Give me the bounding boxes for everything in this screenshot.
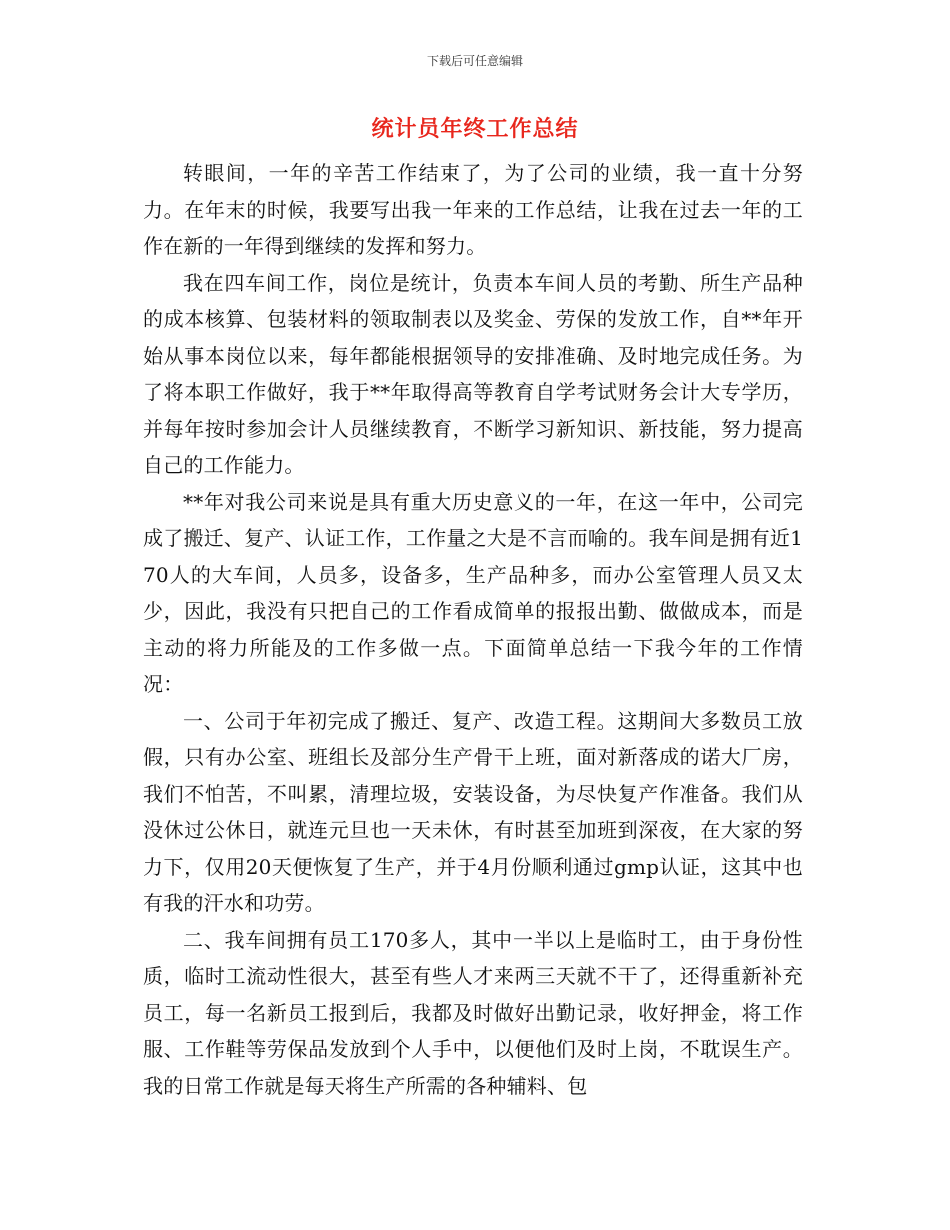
paragraph-4: 一、公司于年初完成了搬迁、复产、改造工程。这期间大多数员工放假，只有办公室、班组长及部分生产骨干上班，面对新落成的诺大厂房，我们不怕苦，不叫累，清理垃圾，安装设备，为尽快复产作准备。我们从没休过公休日，就连元旦也一天未休，有时甚至加班到深夜，在大家的努力下，仅用20天便恢复了生产，并于4月份顺利通过gmp认证，这其中也有我的汗水和功劳。 bbox=[143, 708, 803, 915]
paragraph-5: 二、我车间拥有员工170多人，其中一半以上是临时工，由于身份性质，临时工流动性很大，甚至有些人才来两三天就不干了，还得重新补充员工，每一名新员工报到后，我都及时做好出勤记录，收好押金，将工作服、工作鞋等劳保品发放到个人手中，以便他们及时上岗，不耽误生产。我的日常工作就是每天将生产所需的各种辅料、包 bbox=[143, 927, 803, 1098]
paragraph-2: 我在四车间工作，岗位是统计，负责本车间人员的考勤、所生产品种的成本核算、包装材料的领取制表以及奖金、劳保的发放工作，自**年开始从事本岗位以来，每年都能根据领导的安排准确、及时地完成任务。为了将本职工作做好，我于**年取得高等教育自学考试财务会计大专学历，并每年按时参加会计人员继续教育，不断学习新知识、新技能，努力提高自己的工作能力。 bbox=[143, 270, 803, 477]
paragraph-1: 转眼间，一年的辛苦工作结束了，为了公司的业绩，我一直十分努力。在年末的时候，我要写出我一年来的工作总结，让我在过去一年的工作在新的一年得到继续的发挥和努力。 bbox=[143, 161, 803, 258]
document-title: 统计员年终工作总结 bbox=[371, 117, 579, 142]
paragraph-3: **年对我公司来说是具有重大历史意义的一年，在这一年中，公司完成了搬迁、复产、认证工作，工作量之大是不言而喻的。我车间是拥有近170人的大车间，人员多，设备多，生产品种多，而办公室管理人员又太少，因此，我没有只把自己的工作看成简单的报报出勤、做做成本，而是主动的将力所能及的工作多做一点。下面简单总结一下我今年的工作情况： bbox=[143, 489, 803, 696]
document-body bbox=[143, 155, 803, 1104]
header-note: 下载后可任意编辑 bbox=[426, 54, 523, 68]
